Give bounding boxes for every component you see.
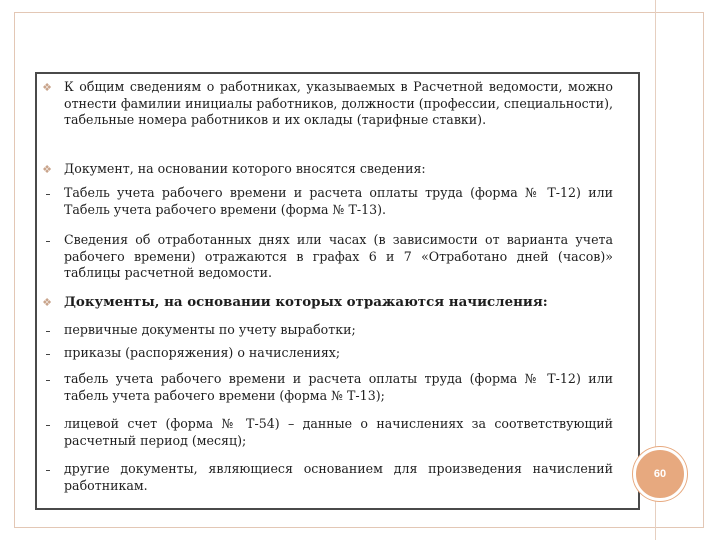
dash-bullet-icon [46, 354, 50, 355]
list-item: лицевой счет (форма № Т-54) – данные о начислениях за соответствующий расчетный период (месяц); [64, 416, 613, 448]
list-item: Документы, на основании которых отражаются начисления: [64, 294, 548, 310]
list-item: первичные документы по учету выработки; [64, 322, 356, 337]
dash-bullet-icon [46, 331, 50, 332]
list-item: Документ, на основании которого вносятся сведения: [64, 161, 426, 176]
list-item: Сведения об отработанных днях или часах (в зависимости от варианта учета рабочего времени) отражаются в графах 6 и 7 «Отработано дней (часов)» таблицы расчетной ведомости. [64, 232, 613, 280]
list-item: приказы (распоряжения) о начислениях; [64, 345, 341, 360]
diamond-bullet-icon: ❖ [42, 163, 52, 176]
diamond-bullet-icon: ❖ [42, 81, 52, 94]
list-item: Табель учета рабочего времени и расчета оплаты труда (форма № Т-12) или Табель учета рабочего времени (форма № Т-13). [64, 185, 613, 217]
dash-bullet-icon [46, 425, 50, 426]
dash-bullet-icon [46, 194, 50, 195]
list-item: табель учета рабочего времени и расчета оплаты труда (форма № Т-12) или табель учета рабочего времени (форма № Т-13); [64, 371, 613, 403]
dash-bullet-icon [46, 380, 50, 381]
dash-bullet-icon [46, 241, 50, 242]
list-item: другие документы, являющиеся основанием для произведения начислений работникам. [64, 461, 613, 493]
diamond-bullet-icon: ❖ [42, 296, 52, 309]
page-number-badge: 60 [633, 447, 687, 501]
list-item: К общим сведениям о работниках, указываемых в Расчетной ведомости, можно отнести фамилии инициалы работников, должности (профессии, специальности), табельные номера работников и их оклады (тарифные ставки). [64, 79, 613, 127]
dash-bullet-icon [46, 470, 50, 471]
